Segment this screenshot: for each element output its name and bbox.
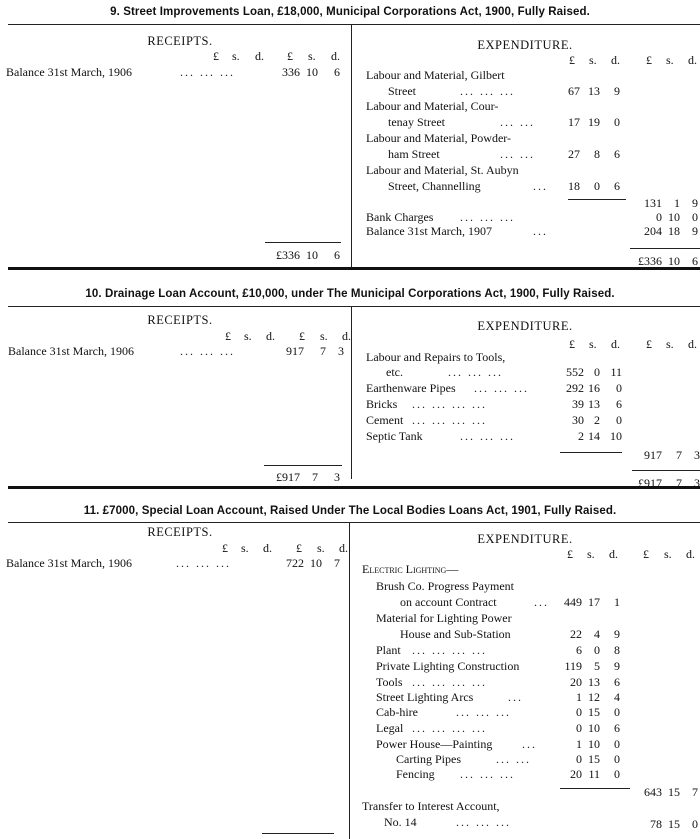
s10-subtotal-l: 917 (644, 448, 662, 462)
s10-exp-hdr-pound: £ (569, 337, 575, 351)
s11-transfer-d: 0 (692, 817, 698, 831)
s11-item-9-l: 0 (576, 752, 582, 766)
s10-exp-hdr-s2: s. (666, 337, 674, 351)
s11-item-5-dots: ... (508, 690, 523, 704)
s11-item-9-dots: ... ... (496, 752, 531, 766)
s11-rec-hdr-s: s. (241, 541, 249, 555)
s10-item-2-label: Bricks (366, 397, 398, 411)
s11-item-7-l: 0 (576, 721, 582, 735)
s11-item-8-label: Power House—Painting (376, 737, 493, 751)
section-10-bottom-rule (8, 486, 700, 489)
s11-exp-hdr-s: s. (587, 547, 595, 561)
s10-item-4-dots: ... ... ... (460, 429, 515, 443)
s10-item-1-d: 0 (616, 381, 622, 395)
s9-exp-total-d: 6 (692, 254, 698, 268)
s10-exp-hdr-d2: d. (688, 337, 697, 351)
s10-item-4-label: Septic Tank (366, 429, 423, 443)
s11-item-9-label: Carting Pipes (396, 752, 461, 766)
s11-item-4-s: 13 (588, 675, 600, 689)
s10-item-3-dots: ... ... ... ... (412, 413, 487, 427)
s9-receipts-heading: RECEIPTS. (147, 34, 213, 48)
s11-item-3-d: 9 (614, 659, 620, 673)
s10-exp-total-s: 7 (676, 476, 682, 490)
s9-item-0-d: 9 (614, 84, 620, 98)
s10-item-0-line1: Labour and Repairs to Tools, (366, 350, 506, 364)
s9-item-1-dots: ... ... (500, 115, 535, 129)
s11-exp-hdr-s2: s. (664, 547, 672, 561)
s9-exp-hdr-s: s. (589, 53, 597, 67)
s11-item-6-dots: ... ... ... (456, 705, 511, 719)
s9-item-2-l: 27 (568, 147, 580, 161)
s9-subtotal-s: 1 (674, 196, 680, 210)
s10-item-3-d: 0 (616, 413, 622, 427)
s11-item-5-label: Street Lighting Arcs (376, 690, 474, 704)
s11-transfer-dots: ... ... ... (456, 815, 511, 829)
s9-item-3-s: 0 (594, 179, 600, 193)
s11-item-0-s: 17 (588, 595, 600, 609)
s11-item-2-d: 8 (614, 643, 620, 657)
s11-subtotal-s: 15 (668, 785, 680, 799)
s11-receipt-l: 722 (286, 556, 304, 570)
s11-item-9-s: 15 (588, 752, 600, 766)
s11-item-7-dots: ... ... ... ... (412, 721, 487, 735)
s10-items-rule (560, 452, 622, 453)
s11-item-6-s: 15 (588, 705, 600, 719)
s9-balance-s: 18 (668, 224, 680, 238)
s11-exp-hdr-pound2: £ (643, 547, 649, 561)
s11-item-1-l: 22 (570, 627, 582, 641)
s9-bank-s: 10 (668, 210, 680, 224)
s9-exp-hdr-d: d. (611, 53, 620, 67)
s10-expenditure-heading: EXPENDITURE. (477, 319, 573, 333)
s11-item-2-l: 6 (576, 643, 582, 657)
s10-rec-hdr-pound: £ (225, 329, 231, 343)
s9-item-2-line2: ham Street (388, 147, 440, 161)
s9-exp-total-s: 10 (668, 254, 680, 268)
s9-item-3-d: 6 (614, 179, 620, 193)
s10-item-0-s: 0 (594, 365, 600, 379)
s10-item-0-dots: ... ... ... (448, 365, 503, 379)
s9-balance-label: Balance 31st March, 1907 (366, 224, 492, 238)
s10-item-0-d: 11 (610, 365, 622, 379)
s10-receipt-label: Balance 31st March, 1906 (8, 344, 134, 358)
s11-item-2-dots: ... ... ... ... (412, 643, 487, 657)
s10-item-2-dots: ... ... ... ... (412, 397, 487, 411)
s10-item-1-dots: ... ... ... (474, 381, 529, 395)
s10-item-1-s: 16 (588, 381, 600, 395)
s9-item-1-l: 17 (568, 115, 580, 129)
s9-item-3-line2: Street, Channelling (388, 179, 481, 193)
s9-subtotal-d: 9 (692, 196, 698, 210)
s10-exp-total-d: 3 (694, 476, 700, 490)
s10-receipt-total-rule (264, 465, 342, 466)
s11-receipt-s: 10 (310, 556, 322, 570)
s11-item-3-label: Private Lighting Construction (376, 659, 520, 673)
s11-receipt-label: Balance 31st March, 1906 (6, 556, 132, 570)
s10-rec-hdr-d: d. (266, 329, 275, 343)
section-10-title: 10. Drainage Loan Account, £10,000, under The Municipal Corporations Act, 1900, Fully Raised. (85, 288, 615, 300)
s11-items-rule (560, 788, 630, 789)
s10-exp-hdr-d: d. (611, 337, 620, 351)
s10-exp-total-l: £917 (638, 476, 662, 490)
s11-item-10-s: 11 (588, 767, 600, 781)
s10-item-1-label: Earthenware Pipes (366, 381, 456, 395)
s11-rec-hdr-pound: £ (222, 541, 228, 555)
section-11-top-rule (8, 522, 700, 523)
s11-item-5-d: 4 (614, 690, 620, 704)
s11-item-7-d: 6 (614, 721, 620, 735)
s11-transfer-line2: No. 14 (384, 815, 417, 829)
s10-item-0-l: 552 (566, 365, 584, 379)
s11-rec-hdr-s2: s. (317, 541, 325, 555)
s11-item-10-l: 20 (570, 767, 582, 781)
s9-bank-dots: ... ... ... (460, 210, 515, 224)
s9-item-3-l: 18 (568, 179, 580, 193)
s10-item-3-s: 2 (594, 413, 600, 427)
s9-expenditure-heading: EXPENDITURE. (477, 38, 573, 52)
s11-group-heading: Electric Lighting— (362, 562, 459, 576)
s11-item-8-l: 1 (576, 737, 582, 751)
section-10-divider (351, 307, 352, 479)
s11-item-1-s: 4 (594, 627, 600, 641)
s10-exp-total-rule (632, 470, 700, 471)
s11-item-8-s: 10 (588, 737, 600, 751)
s11-item-10-d: 0 (614, 767, 620, 781)
s11-item-0-d: 1 (614, 595, 620, 609)
s10-item-0-line2: etc. (386, 365, 403, 379)
s9-item-3-dots: ... (533, 179, 548, 193)
s10-item-4-d: 10 (610, 429, 622, 443)
s10-rec-hdr-d2: d. (342, 329, 351, 343)
s10-item-2-d: 6 (616, 397, 622, 411)
s10-exp-hdr-s: s. (589, 337, 597, 351)
s10-rec-hdr-pound2: £ (299, 329, 305, 343)
s9-item-2-dots: ... ... (500, 147, 535, 161)
s9-exp-hdr-s2: s. (666, 53, 674, 67)
s9-item-2-s: 8 (594, 147, 600, 161)
section-9-top-rule (8, 24, 700, 25)
s11-item-2-label: Plant (376, 643, 401, 657)
s11-item-6-l: 0 (576, 705, 582, 719)
s11-item-10-dots: ... ... ... (460, 767, 515, 781)
s10-item-4-s: 14 (588, 429, 600, 443)
s11-item-1-line2: House and Sub-Station (400, 627, 511, 641)
s11-item-6-d: 0 (614, 705, 620, 719)
s9-receipt-total-l: £336 (276, 248, 300, 262)
s9-exp-hdr-pound: £ (569, 53, 575, 67)
s9-rec-hdr-pound2: £ (287, 49, 293, 63)
s9-item-0-l: 67 (568, 84, 580, 98)
s10-receipt-total-l: £917 (276, 470, 300, 484)
s11-rec-hdr-d: d. (263, 541, 272, 555)
s11-transfer-s: 15 (668, 817, 680, 831)
s9-subtotal-l: 131 (644, 196, 662, 210)
s9-item-1-s: 19 (588, 115, 600, 129)
s9-item-1-line1: Labour and Material, Cour- (366, 99, 499, 113)
s9-exp-hdr-d2: d. (688, 53, 697, 67)
s9-bank-l: 0 (656, 210, 662, 224)
s9-receipt-l: 336 (282, 65, 300, 79)
s11-item-8-d: 0 (614, 737, 620, 751)
s9-rec-hdr-pound: £ (213, 49, 219, 63)
s9-receipt-d: 6 (334, 65, 340, 79)
s9-bank-label: Bank Charges (366, 210, 434, 224)
section-11-divider (349, 523, 350, 839)
s10-rec-hdr-s: s. (244, 329, 252, 343)
s11-item-9-d: 0 (614, 752, 620, 766)
s10-receipt-total-d: 3 (334, 470, 340, 484)
s11-item-3-s: 5 (594, 659, 600, 673)
s10-receipt-d: 3 (338, 344, 344, 358)
s10-receipt-s: 7 (320, 344, 326, 358)
s9-item-2-line1: Labour and Material, Powder- (366, 131, 512, 145)
s10-exp-hdr-pound2: £ (646, 337, 652, 351)
s9-receipt-total-rule (265, 242, 341, 243)
s11-item-1-d: 9 (614, 627, 620, 641)
s9-item-2-d: 6 (614, 147, 620, 161)
s9-rec-hdr-d: d. (255, 49, 264, 63)
s9-item-0-line1: Labour and Material, Gilbert (366, 68, 505, 82)
s11-rec-hdr-d2: d. (339, 541, 348, 555)
s11-receipt-d: 7 (334, 556, 340, 570)
section-9-divider (351, 25, 352, 267)
s10-item-3-l: 30 (572, 413, 584, 427)
s11-exp-hdr-d: d. (609, 547, 618, 561)
s9-item-1-d: 0 (614, 115, 620, 129)
s11-item-3-l: 119 (564, 659, 582, 673)
s9-rec-hdr-s: s. (232, 49, 240, 63)
s9-item-1-line2: tenay Street (388, 115, 445, 129)
s11-item-0-line2: on account Contract (400, 595, 497, 609)
s9-balance-dots: ... (533, 224, 548, 238)
s10-receipt-l: 917 (286, 344, 304, 358)
s11-item-5-l: 1 (576, 690, 582, 704)
s10-item-1-l: 292 (566, 381, 584, 395)
s10-item-3-label: Cement (366, 413, 404, 427)
s9-item-0-dots: ... ... ... (460, 84, 515, 98)
s9-exp-hdr-pound2: £ (646, 53, 652, 67)
s9-receipt-total-d: 6 (334, 248, 340, 262)
s9-item-0-line2: Street (388, 84, 416, 98)
s11-item-4-l: 20 (570, 675, 582, 689)
s11-item-8-dots: ... (522, 737, 537, 751)
s9-receipt-total-s: 10 (306, 248, 318, 262)
section-10-top-rule (8, 306, 700, 307)
section-11-title: 11. £7000, Special Loan Account, Raised Under The Local Bodies Loans Act, 1901, Fully Raised. (83, 505, 617, 517)
s11-subtotal-d: 7 (692, 785, 698, 799)
s11-receipts-heading: RECEIPTS. (147, 525, 213, 539)
s10-rec-hdr-s2: s. (320, 329, 328, 343)
s9-rec-hdr-s2: s. (308, 49, 316, 63)
s11-item-5-s: 12 (588, 690, 600, 704)
s11-item-1-line1: Material for Lighting Power (376, 611, 512, 625)
s9-item-3-line1: Labour and Material, St. Aubyn (366, 163, 519, 177)
s11-item-0-line1: Brush Co. Progress Payment (376, 579, 514, 593)
s11-item-0-dots: ... (534, 595, 549, 609)
section-9-bottom-rule (8, 267, 700, 270)
s9-bank-d: 0 (692, 210, 698, 224)
s11-item-6-label: Cab-hire (376, 705, 418, 719)
s11-receipt-total-rule (262, 833, 334, 834)
s9-items-rule (568, 199, 626, 200)
s9-balance-l: 204 (644, 224, 662, 238)
s9-rec-hdr-d2: d. (331, 49, 340, 63)
s10-subtotal-d: 3 (694, 448, 700, 462)
s9-receipt-s: 10 (306, 65, 318, 79)
s11-item-2-s: 0 (594, 643, 600, 657)
s10-item-2-l: 39 (572, 397, 584, 411)
s11-item-10-label: Fencing (396, 767, 435, 781)
s9-receipt-dots: ... ... ... (180, 65, 235, 79)
s11-receipt-dots: ... ... ... (176, 556, 231, 570)
s11-rec-hdr-pound2: £ (296, 541, 302, 555)
s10-receipt-dots: ... ... ... (180, 344, 235, 358)
s9-item-0-s: 13 (588, 84, 600, 98)
s10-item-4-l: 2 (578, 429, 584, 443)
s9-exp-total-l: £336 (638, 254, 662, 268)
s11-transfer-line1: Transfer to Interest Account, (362, 799, 500, 813)
s11-item-4-label: Tools (376, 675, 403, 689)
s9-receipt-label: Balance 31st March, 1906 (6, 65, 132, 79)
s11-item-4-dots: ... ... ... ... (412, 675, 487, 689)
s11-item-0-l: 449 (564, 595, 582, 609)
s11-item-7-label: Legal (376, 721, 404, 735)
s11-subtotal-l: 643 (644, 785, 662, 799)
s11-exp-hdr-d2: d. (686, 547, 695, 561)
s11-expenditure-heading: EXPENDITURE. (477, 532, 573, 546)
s11-transfer-l: 78 (650, 817, 662, 831)
s9-balance-d: 9 (692, 224, 698, 238)
s11-item-4-d: 6 (614, 675, 620, 689)
s10-receipts-heading: RECEIPTS. (147, 313, 213, 327)
s11-item-7-s: 10 (588, 721, 600, 735)
section-9-title: 9. Street Improvements Loan, £18,000, Municipal Corporations Act, 1900, Fully Raised. (110, 6, 590, 18)
s10-subtotal-s: 7 (676, 448, 682, 462)
s9-exp-total-rule (630, 248, 700, 249)
s11-exp-hdr-pound: £ (567, 547, 573, 561)
s10-receipt-total-s: 7 (312, 470, 318, 484)
s10-item-2-s: 13 (588, 397, 600, 411)
